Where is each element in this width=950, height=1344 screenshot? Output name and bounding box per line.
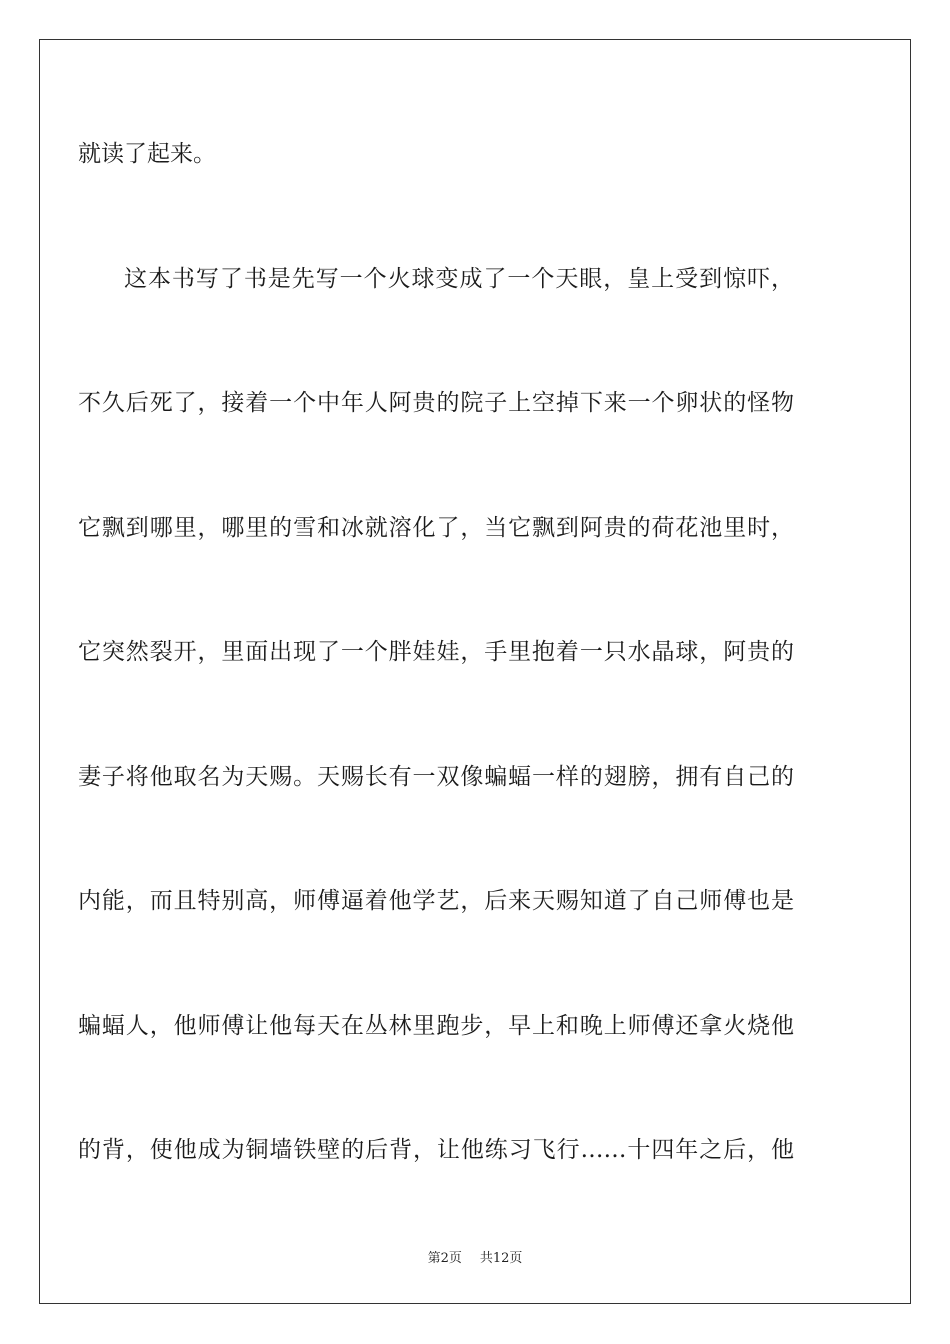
page-number: 第2页 (427, 1251, 462, 1266)
text-line: 内能，而且特别高，师傅逼着他学艺，后来天赐知道了自己师傅也是 (78, 888, 794, 914)
text-line: 的背，使他成为铜墙铁壁的后背，让他练习飞行……十四年之后，他 (78, 1137, 794, 1163)
text-line: 就读了起来。 (78, 141, 216, 167)
page-footer (39, 1247, 911, 1266)
document-body (78, 92, 794, 1213)
text-line: 它突然裂开，里面出现了一个胖娃娃，手里抱着一只水晶球，阿贵的 (78, 639, 794, 665)
text-line: 蝙蝠人，他师傅让他每天在丛林里跑步，早上和晚上师傅还拿火烧他 (78, 1012, 794, 1039)
text-line: 妻子将他取名为天赐。天赐长有一双像蝙蝠一样的翅膀，拥有自己的 (78, 763, 794, 790)
text-line: 不久后死了，接着一个中年人阿贵的院子上空掉下来一个卵状的怪物 (78, 390, 794, 416)
page-total: 共12页 (479, 1251, 523, 1266)
text-line: 它飘到哪里，哪里的雪和冰就溶化了，当它飘到阿贵的荷花池里时， (78, 514, 794, 541)
text-line-paragraph-start: 这本书写了书是先写一个火球变成了一个天眼，皇上受到惊吓， (124, 265, 794, 292)
